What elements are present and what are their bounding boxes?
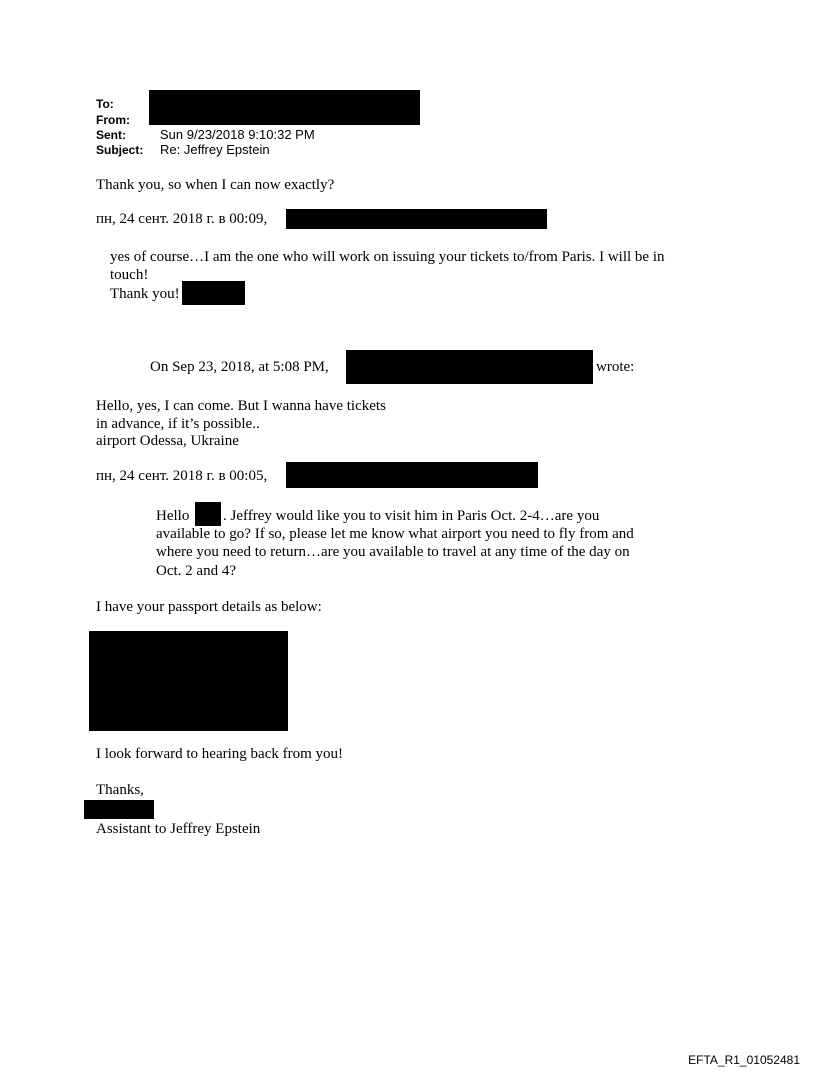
quote3-line: available to go? If so, please let me know what airport you need to fly from and xyxy=(156,526,634,542)
closing-line: I look forward to hearing back from you! xyxy=(96,746,344,762)
quote1-attribution: пн, 24 сент. 2018 г. в 00:09, xyxy=(96,211,268,227)
signoff: Thanks, xyxy=(96,782,144,798)
redaction-signature-name xyxy=(84,800,154,819)
redaction-quote1-signature xyxy=(182,281,245,305)
redaction-to-from xyxy=(149,90,420,125)
document-id: EFTA_R1_01052481 xyxy=(688,1053,800,1067)
quote3-hello: Hello xyxy=(156,508,190,524)
redaction-recipient-name xyxy=(195,502,221,526)
quote1-line: touch! xyxy=(110,267,149,283)
quote2-attribution-suffix: wrote: xyxy=(596,359,635,375)
quote2-line: airport Odessa, Ukraine xyxy=(96,433,239,449)
sent-label: Sent: xyxy=(96,128,126,142)
passport-line: I have your passport details as below: xyxy=(96,599,322,615)
quote2-attribution-prefix: On Sep 23, 2018, at 5:08 PM, xyxy=(150,359,329,375)
quote1-line: yes of course…I am the one who will work on issuing your tickets to/from Paris. I will be in xyxy=(110,249,665,265)
quote1-line: Thank you! xyxy=(110,286,180,302)
quote3-line: where you need to return…are you available to travel at any time of the day on xyxy=(156,544,630,560)
quote2-line: Hello, yes, I can come. But I wanna have tickets xyxy=(96,398,386,414)
quote3-line: Oct. 2 and 4? xyxy=(156,563,236,579)
from-label: From: xyxy=(96,113,130,127)
redaction-quote1-sender xyxy=(286,209,547,229)
quote3-line1-rest: . Jeffrey would like you to visit him in Paris Oct. 2-4…are you xyxy=(223,508,600,524)
signature-title: Assistant to Jeffrey Epstein xyxy=(96,821,261,837)
subject-label: Subject: xyxy=(96,143,144,157)
quote2-line: in advance, if it’s possible.. xyxy=(96,416,260,432)
redaction-quote2-sender xyxy=(346,350,593,384)
redaction-passport-details xyxy=(89,631,288,731)
reply-line: Thank you, so when I can now exactly? xyxy=(96,177,335,193)
quote3-attribution: пн, 24 сент. 2018 г. в 00:05, xyxy=(96,468,268,484)
to-label: To: xyxy=(96,97,114,111)
sent-value: Sun 9/23/2018 9:10:32 PM xyxy=(160,127,315,142)
subject-value: Re: Jeffrey Epstein xyxy=(160,142,270,157)
redaction-quote3-sender xyxy=(286,462,538,488)
